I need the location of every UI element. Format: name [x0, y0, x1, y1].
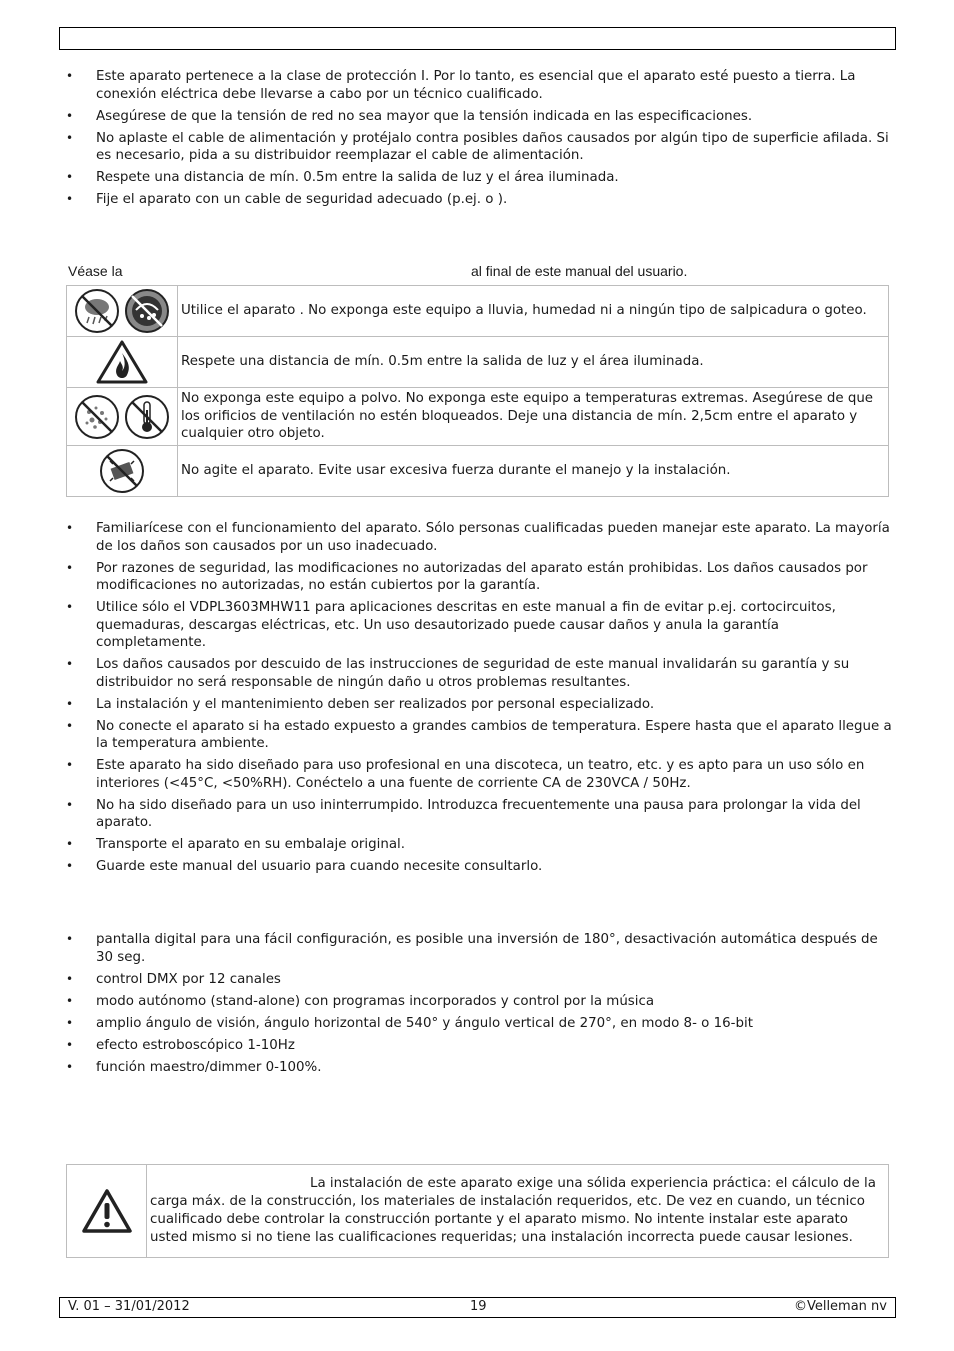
list-item: • amplio ángulo de visión, ángulo horizontal de 540° y ángulo vertical de 270°, en modo 8- o 16-bit: [0, 1015, 954, 1033]
warning-triangle-icon: [67, 1188, 146, 1234]
page-footer: [59, 1297, 896, 1318]
symbol-text: Respete una distancia de mín. 0.5m entre la salida de luz y el área iluminada.: [178, 337, 889, 388]
list-item: • Este aparato ha sido diseñado para uso profesional en una discoteca, un teatro, etc. y es apto para un uso sólo en interiores (<45°C, <50%RH). Conéctelo a una fuente de corriente CA de 230VCA / 50Hz.: [0, 757, 954, 792]
guarantee-prefix: Véase la: [68, 263, 123, 279]
symbol-text: No agite el aparato. Evite usar excesiva fuerza durante el manejo y la instalación.: [178, 446, 889, 497]
list-item: • Guarde este manual del usuario para cuando necesite consultarlo.: [0, 858, 954, 876]
list-item: • Por razones de seguridad, las modificaciones no autorizadas del aparato están prohibidas. Los daños causados por modificaciones no autorizadas, no están cubiertos por la garantía.: [0, 560, 954, 595]
table-row: [67, 337, 889, 388]
list-item: • No ha sido diseñado para un uso ininterrumpido. Introduzca frecuentemente una pausa para prolongar la vida del aparato.: [0, 797, 954, 832]
no-dust-icon: [74, 394, 120, 440]
footer-version: V. 01 – 31/01/2012: [68, 1299, 190, 1314]
list-item: • función maestro/dimmer 0-100%.: [0, 1059, 954, 1077]
table-row: [67, 388, 889, 446]
flammable-warning-icon: [67, 339, 177, 385]
list-item: • control DMX por 12 canales: [0, 971, 954, 989]
list-item: • Los daños causados por descuido de las instrucciones de seguridad de este manual invalidarán su garantía y su distribuidor no será responsable de ningún daño u otros problemas resultantes.: [0, 656, 954, 691]
install-warning-text: La instalación de este aparato exige una sólida experiencia práctica: el cálculo de la carga máx. de la construcción, los materiales de instalación requeridos, etc. De vez en cuando, un técnico cualificado debe controlar la construcción portante y el aparato mismo. No intente instalar este aparato usted mismo si no tiene las cualificaciones requeridas; una instalación incorrecta puede causar lesiones.: [147, 1165, 889, 1258]
no-extreme-temperature-icon: [124, 394, 170, 440]
usage-list: [0, 520, 954, 880]
feature-list: [0, 931, 954, 1081]
list-item: • Utilice sólo el VDPL3603MHW11 para aplicaciones descritas en este manual a fin de evitar p.ej. cortocircuitos, quemaduras, descargas eléctricas, etc. Un uso desautorizado puede causar daños y anula la garantía completamente.: [0, 599, 954, 652]
list-item: • Este aparato pertenece a la clase de protección I. Por lo tanto, es esencial que el aparato esté puesto a tierra. La conexión eléctrica debe llevarse a cabo por un técnico cualificado.: [0, 68, 954, 103]
symbol-text: No exponga este equipo a polvo. No exponga este equipo a temperaturas extremas. Asegúrese de que los orificios de ventilación no estén bloqueados. Deje una distancia de mín. 2,5cm entre el aparato y cualquier otro objeto.: [178, 388, 889, 446]
list-item: • Transporte el aparato en su embalaje original.: [0, 836, 954, 854]
symbol-table: [66, 285, 889, 497]
list-item: • La instalación y el mantenimiento deben ser realizados por personal especializado.: [0, 696, 954, 714]
list-item: • Familiarícese con el funcionamiento del aparato. Sólo personas cualificadas pueden manejar este aparato. La mayoría de los daños son causados por un uso inadecuado.: [0, 520, 954, 555]
list-item: • Respete una distancia de mín. 0.5m entre la salida de luz y el área iluminada.: [0, 169, 954, 187]
table-row: [67, 446, 889, 497]
list-item: • No conecte el aparato si ha estado expuesto a grandes cambios de temperatura. Espere hasta que el aparato llegue a la temperatura ambiente.: [0, 718, 954, 753]
footer-brand: ©Velleman nv: [793, 1299, 887, 1314]
symbol-text: Utilice el aparato . No exponga este equipo a lluvia, humedad ni a ningún tipo de salpicadura o goteo.: [178, 286, 889, 337]
install-warning-table: [66, 1164, 889, 1258]
page-header-box: [59, 27, 896, 50]
list-item: • efecto estroboscópico 1-10Hz: [0, 1037, 954, 1055]
list-item: • modo autónomo (stand-alone) con programas incorporados y control por la música: [0, 993, 954, 1011]
list-item: • No aplaste el cable de alimentación y protéjalo contra posibles daños causados por algún tipo de superficie afilada. Si es necesario, pida a su distribuidor reemplazar el cable de alimentación.: [0, 130, 954, 165]
no-shaking-icon: [67, 448, 177, 494]
guarantee-suffix: al final de este manual del usuario.: [471, 263, 688, 279]
list-item: • pantalla digital para una fácil configuración, es posible una inversión de 180°, desactivación automática después de 30 seg.: [0, 931, 954, 966]
no-rain-icon: [74, 288, 120, 334]
safety-list: [0, 68, 954, 213]
list-item: • Asegúrese de que la tensión de red no sea mayor que la tensión indicada en las especificaciones.: [0, 108, 954, 126]
list-item: • Fije el aparato con un cable de seguridad adecuado (p.ej. o ).: [0, 191, 954, 209]
table-row: [67, 286, 889, 337]
no-water-splash-icon: [124, 288, 170, 334]
table-row: [67, 1165, 889, 1258]
page-number: 19: [470, 1299, 487, 1314]
